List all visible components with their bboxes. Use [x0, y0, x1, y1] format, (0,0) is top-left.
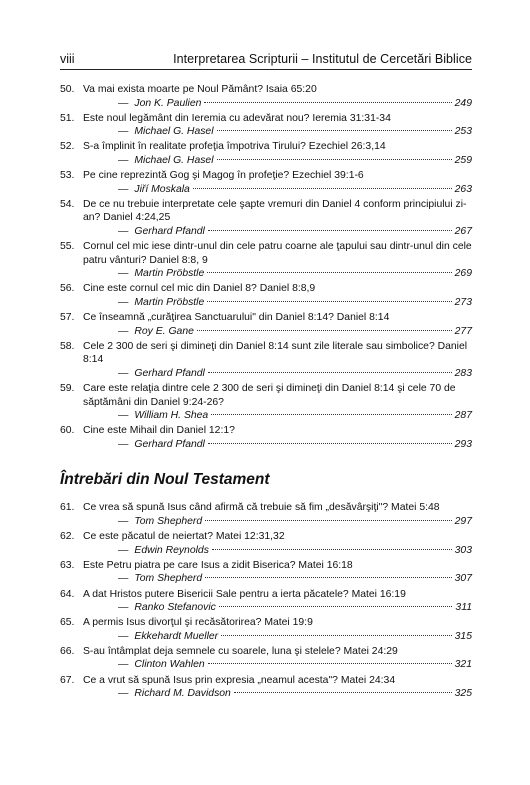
entry-author: Edwin Reynolds [134, 544, 209, 556]
entry-number: 54. [60, 198, 75, 210]
entry-page-number: 253 [454, 126, 472, 138]
entry-page-number: 307 [454, 573, 472, 585]
entry-page-number: 263 [454, 183, 472, 195]
entry-page-number: 283 [454, 367, 472, 379]
entry-author: Richard M. Davidson [134, 688, 231, 700]
entry-question: Cornul cel mic iese dintr-unul din cele patru coarne ale ţapului sau dintr-unul din cele patru vânturi? Daniel 8:8, 9 [83, 241, 472, 266]
entry-number: 61. [60, 502, 75, 514]
toc-entry [60, 645, 472, 672]
entry-page-number: 311 [455, 602, 472, 614]
toc-question-line [60, 382, 472, 409]
entry-author: Gerhard Pfandl [134, 367, 205, 379]
entry-number: 66. [60, 645, 75, 657]
toc-question-line [60, 340, 472, 367]
dot-leader [205, 577, 451, 578]
author-dash: — [118, 630, 129, 642]
entry-question: S-a împlinit în realitate profeţia împotriva Tirului? Ezechiel 26:3,14 [83, 141, 386, 153]
entry-author: Martin Pröbstle [134, 296, 205, 308]
toc-section-ot [60, 83, 472, 451]
entry-number: 57. [60, 312, 75, 323]
author-dash: — [118, 659, 129, 671]
dot-leader [211, 414, 451, 415]
entry-author: Michael G. Hasel [134, 154, 214, 166]
entry-question: Pe cine reprezintă Gog şi Magog în profeţie? Ezechiel 39:1-6 [83, 170, 364, 182]
toc-question-line [60, 169, 472, 183]
toc-author-line [60, 267, 472, 281]
entry-number: 51. [60, 112, 75, 124]
entry-page-number: 321 [454, 659, 472, 671]
entry-author: Gerhard Pfandl [134, 225, 205, 237]
toc-entry [60, 282, 472, 309]
toc-entry [60, 616, 472, 643]
entry-number: 67. [60, 674, 75, 686]
toc-entry [60, 340, 472, 381]
dot-leader [205, 520, 451, 521]
toc-entry [60, 588, 472, 615]
dot-leader [208, 372, 452, 373]
toc-question-line [60, 240, 472, 267]
entry-question: Ce vrea să spună Isus când afirmă că trebuie să fim „desăvârşiţi"? Matei 5:48 [83, 502, 440, 514]
toc-author-line [60, 515, 472, 529]
toc-question-line [60, 198, 472, 225]
entry-question: A dat Hristos putere Bisericii Sale pentru a ierta păcatele? Matei 16:19 [83, 588, 406, 600]
dot-leader [217, 130, 452, 131]
entry-number: 60. [60, 425, 75, 437]
toc-question-line [60, 559, 472, 573]
toc-question-line [60, 140, 472, 154]
entry-number: 59. [60, 382, 75, 394]
entry-question: Cele 2 300 de seri şi dimineţi din Daniel 8:14 sunt zile literale sau simbolice? Daniel 8:14 [83, 340, 468, 366]
toc-entry [60, 311, 472, 338]
toc-question-line [60, 424, 472, 438]
entry-question: Este noul legământ din Ieremia cu adevărat nou? Ieremia 31:31-34 [83, 112, 391, 124]
entry-number: 62. [60, 531, 75, 543]
entry-page-number: 259 [454, 154, 472, 166]
toc-question-line [60, 616, 472, 630]
toc-question-line [60, 530, 472, 544]
toc-question-line [60, 83, 472, 97]
entry-page-number: 297 [454, 516, 472, 528]
section-heading: Întrebări din Noul Testament [60, 471, 270, 489]
toc-entry [60, 169, 472, 196]
author-dash: — [118, 367, 129, 379]
dot-leader [197, 330, 452, 331]
entry-number: 58. [60, 340, 75, 352]
entry-page-number: 303 [454, 544, 472, 556]
toc-entry [60, 559, 472, 586]
author-dash: — [118, 573, 129, 585]
toc-entry [60, 112, 472, 139]
dot-leader [208, 230, 452, 231]
toc-question-line [60, 112, 472, 126]
toc-entry [60, 424, 472, 451]
toc-author-line [60, 438, 472, 452]
toc-question-line [60, 501, 472, 515]
toc-author-line [60, 225, 472, 239]
toc-author-line [60, 97, 472, 111]
entry-question: Este Petru piatra pe care Isus a zidit Biserica? Matei 16:18 [83, 559, 353, 571]
entry-number: 53. [60, 170, 75, 182]
entry-question: Ce înseamnă „curăţirea Sanctuarului" din Daniel 8:14? Daniel 8:14 [83, 312, 390, 323]
entry-number: 64. [60, 588, 75, 600]
toc-author-line [60, 367, 472, 381]
entry-page-number: 277 [454, 325, 472, 337]
entry-author: Jon K. Paulien [134, 97, 202, 109]
dot-leader [208, 443, 452, 444]
toc-entry [60, 198, 472, 239]
dot-leader [193, 188, 452, 189]
entry-author: Jiří Moskala [134, 183, 190, 195]
toc-question-line [60, 645, 472, 659]
entry-author: Martin Pröbstle [134, 268, 205, 280]
toc-entry [60, 140, 472, 167]
author-dash: — [118, 410, 129, 422]
page-number-label: viii [60, 52, 75, 66]
toc-author-line [60, 687, 472, 701]
author-dash: — [118, 688, 129, 700]
entry-author: Clinton Wahlen [134, 659, 205, 671]
toc-author-line [60, 630, 472, 644]
toc-entry [60, 674, 472, 701]
toc-author-line [60, 544, 472, 558]
author-dash: — [118, 325, 129, 337]
toc-author-line [60, 572, 472, 586]
toc-question-line [60, 282, 472, 296]
running-title: Interpretarea Scripturii – Institutul de Cercetări Biblice [173, 52, 472, 66]
toc-author-line [60, 601, 472, 615]
author-dash: — [118, 438, 129, 450]
toc-question-line [60, 588, 472, 602]
entry-page-number: 293 [454, 438, 472, 450]
toc-entry [60, 382, 472, 423]
toc-author-line [60, 125, 472, 139]
toc-entry [60, 501, 472, 528]
dot-leader [207, 301, 451, 302]
entry-question: Cine este cornul cel mic din Daniel 8? Daniel 8:8,9 [83, 283, 316, 295]
toc-entry [60, 83, 472, 110]
toc-author-line [60, 409, 472, 423]
dot-leader [221, 635, 452, 636]
toc-section-nt [60, 501, 472, 700]
entry-question: Ce a vrut să spună Isus prin expresia „neamul acesta"? Matei 24:34 [83, 674, 396, 686]
toc-author-line [60, 154, 472, 168]
dot-leader [234, 692, 452, 693]
author-dash: — [118, 544, 129, 556]
entry-page-number: 287 [454, 410, 472, 422]
entry-question: Cine este Mihail din Daniel 12:1? [83, 425, 235, 437]
dot-leader [212, 549, 452, 550]
toc-author-line [60, 183, 472, 197]
entry-page-number: 249 [454, 97, 472, 109]
entry-number: 50. [60, 84, 75, 95]
entry-page-number: 269 [454, 268, 472, 280]
entry-number: 56. [60, 283, 75, 295]
entry-author: Ranko Stefanovic [134, 602, 216, 614]
author-dash: — [118, 97, 129, 109]
entry-question: A permis Isus divorţul şi recăsătorirea? Matei 19:9 [83, 617, 313, 629]
dot-leader [208, 663, 452, 664]
document-page [60, 52, 472, 702]
author-dash: — [118, 268, 129, 280]
dot-leader [204, 102, 451, 103]
author-dash: — [118, 225, 129, 237]
toc-question-line [60, 311, 472, 325]
entry-question: De ce nu trebuie interpretate cele şapte vremuri din Daniel 4 conform principiului zi-an? Daniel 4:24,25 [83, 198, 467, 224]
entry-number: 65. [60, 617, 75, 629]
author-dash: — [118, 126, 129, 138]
author-dash: — [118, 516, 129, 528]
author-dash: — [118, 296, 129, 308]
entry-author: Ekkehardt Mueller [134, 630, 219, 642]
entry-question: S-au întâmplat deja semnele cu soarele, luna şi stelele? Matei 24:29 [83, 645, 398, 657]
entry-number: 55. [60, 241, 75, 253]
running-header [60, 52, 472, 70]
author-dash: — [118, 602, 129, 614]
entry-author: William H. Shea [134, 410, 209, 422]
entry-author: Gerhard Pfandl [134, 438, 205, 450]
toc-author-line [60, 325, 472, 339]
entry-question: Ce este păcatul de neiertat? Matei 12:31,32 [83, 531, 285, 543]
dot-leader [217, 159, 452, 160]
entry-number: 63. [60, 559, 75, 571]
entry-page-number: 267 [454, 225, 472, 237]
dot-leader [207, 272, 451, 273]
entry-page-number: 325 [454, 688, 472, 700]
entry-author: Roy E. Gane [134, 325, 194, 337]
toc-entry [60, 240, 472, 281]
entry-author: Tom Shepherd [134, 516, 203, 528]
toc-author-line [60, 296, 472, 310]
entry-question: Va mai exista moarte pe Noul Pământ? Isaia 65:20 [83, 84, 317, 95]
entry-question: Care este relaţia dintre cele 2 300 de seri şi dimineţi din Daniel 8:14 şi cele 70 de săptămâni din Daniel 9:24-26? [83, 382, 456, 408]
toc-question-line [60, 674, 472, 688]
author-dash: — [118, 154, 129, 166]
entry-page-number: 273 [454, 296, 472, 308]
entry-number: 52. [60, 141, 75, 153]
entry-author: Michael G. Hasel [134, 126, 214, 138]
toc-entry [60, 530, 472, 557]
toc-author-line [60, 658, 472, 672]
author-dash: — [118, 183, 129, 195]
entry-author: Tom Shepherd [134, 573, 203, 585]
entry-page-number: 315 [454, 630, 472, 642]
dot-leader [219, 606, 453, 607]
